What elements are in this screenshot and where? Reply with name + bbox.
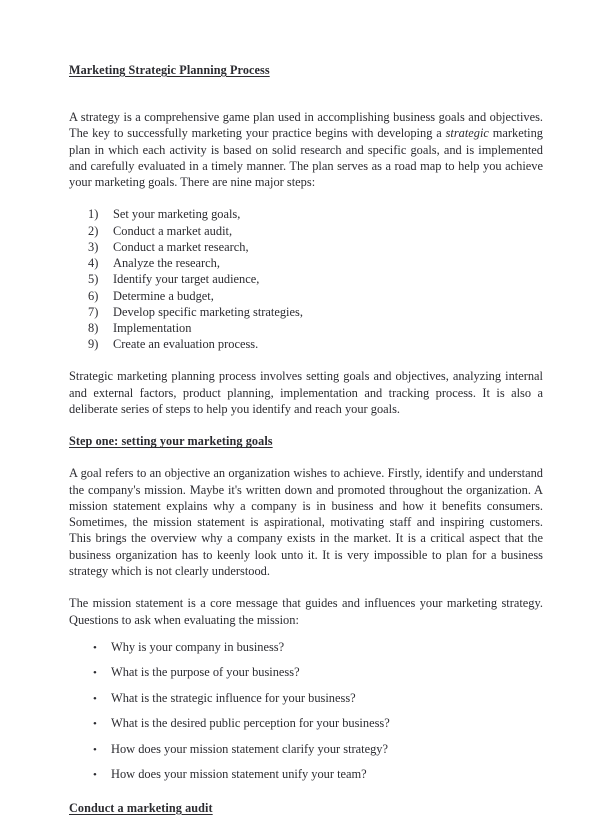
- mission-questions-list: [69, 639, 543, 784]
- spacer: [69, 190, 543, 206]
- list-item-text: Create an evaluation process.: [113, 337, 259, 352]
- list-item: [69, 690, 543, 707]
- steps-list: [69, 206, 543, 352]
- list-item-text: What is the purpose of your business?: [111, 665, 300, 680]
- list-item-text: Conduct a market audit,: [113, 223, 233, 238]
- list-item-text: How does your mission statement clarify your strategy?: [111, 741, 389, 756]
- bullet-icon: •: [93, 641, 97, 654]
- spacer: [69, 579, 543, 595]
- bullet-icon: •: [93, 769, 97, 782]
- spacer: [69, 352, 543, 368]
- bullet-icon: •: [93, 667, 97, 680]
- list-marker: 6): [88, 288, 99, 303]
- spacer: [69, 417, 543, 433]
- spacer: [69, 78, 543, 109]
- list-item-text: What is the desired public perception for your business?: [111, 716, 390, 731]
- section-heading-marketing-audit: Conduct a marketing audit: [69, 800, 213, 815]
- list-item: [69, 715, 543, 732]
- list-item: [69, 664, 543, 681]
- list-item: [69, 206, 543, 222]
- list-marker: 8): [88, 320, 99, 335]
- spacer: [69, 792, 543, 800]
- list-marker: 9): [88, 337, 99, 352]
- list-item-text: Why is your company in business?: [111, 639, 285, 654]
- list-item-text: Develop specific marketing strategies,: [113, 304, 303, 319]
- list-item: [69, 304, 543, 320]
- summary-paragraph: Strategic marketing planning process involves setting goals and objectives, analyzing internal and external factors, product planning, implementation and tracking process. It is also a deliberate series of steps to help you identify and reach your goals.: [69, 369, 543, 416]
- list-item: [69, 239, 543, 255]
- intro-paragraph: [69, 109, 543, 190]
- list-marker: 3): [88, 239, 99, 254]
- list-item-text: Set your marketing goals,: [113, 207, 241, 222]
- page-title: Marketing Strategic Planning Process: [69, 63, 270, 77]
- list-marker: 4): [88, 256, 99, 271]
- intro-text-italic: strategic: [445, 126, 489, 141]
- list-marker: 7): [88, 304, 99, 319]
- mission-paragraph: The mission statement is a core message that guides and influences your marketing strategy. Questions to ask when evaluating the mission:: [69, 596, 543, 627]
- list-item: [69, 320, 543, 336]
- list-item-text: Identify your target audience,: [113, 272, 260, 287]
- list-marker: 2): [88, 223, 99, 238]
- bullet-icon: •: [93, 692, 97, 705]
- intro-text-after: marketing plan in which each activity is based on solid research and specific goals, and is implemented and carefully evaluated in a timely manner. The plan serves as a road map to help you achieve your marketing goals. There are nine major steps:: [69, 126, 543, 190]
- list-item: [69, 223, 543, 239]
- list-item: [69, 741, 543, 758]
- spacer: [69, 449, 543, 465]
- list-item: [69, 766, 543, 783]
- list-item-text: Conduct a market research,: [113, 239, 249, 254]
- spacer: [69, 628, 543, 639]
- list-item-text: Determine a budget,: [113, 288, 214, 303]
- list-item: [69, 255, 543, 271]
- list-item-text: Analyze the research,: [113, 256, 220, 271]
- bullet-icon: •: [93, 743, 97, 756]
- list-item: [69, 288, 543, 304]
- list-marker: 5): [88, 272, 99, 287]
- list-item: [69, 271, 543, 287]
- document-page: [69, 62, 543, 816]
- list-item-text: How does your mission statement unify your team?: [111, 767, 367, 782]
- section-heading-step-one: Step one: setting your marketing goals: [69, 434, 273, 449]
- list-item: [69, 639, 543, 656]
- list-item: [69, 336, 543, 352]
- list-item-text: What is the strategic influence for your business?: [111, 690, 356, 705]
- intro-text-before: A strategy is a comprehensive game plan used in accomplishing business goals and objectives. The key to successfully marketing your practice begins with developing a: [69, 110, 543, 141]
- bullet-icon: •: [93, 718, 97, 731]
- list-marker: 1): [88, 207, 99, 222]
- list-item-text: Implementation: [113, 320, 192, 335]
- section-one-paragraph: A goal refers to an objective an organization wishes to achieve. Firstly, identify and understand the company's mission. Maybe it's written down and promoted throughout the organization. A mission statement explains why a company is in business and how it benefits consumers. Sometimes, the mission statement is aspirational, motivating staff and inspiring customers. This brings the overview why a company exists in the market. It is a critical aspect that the business organization has to keenly look unto it. It is very impossible to plan for a business strategy which is not clearly understood.: [69, 466, 543, 578]
